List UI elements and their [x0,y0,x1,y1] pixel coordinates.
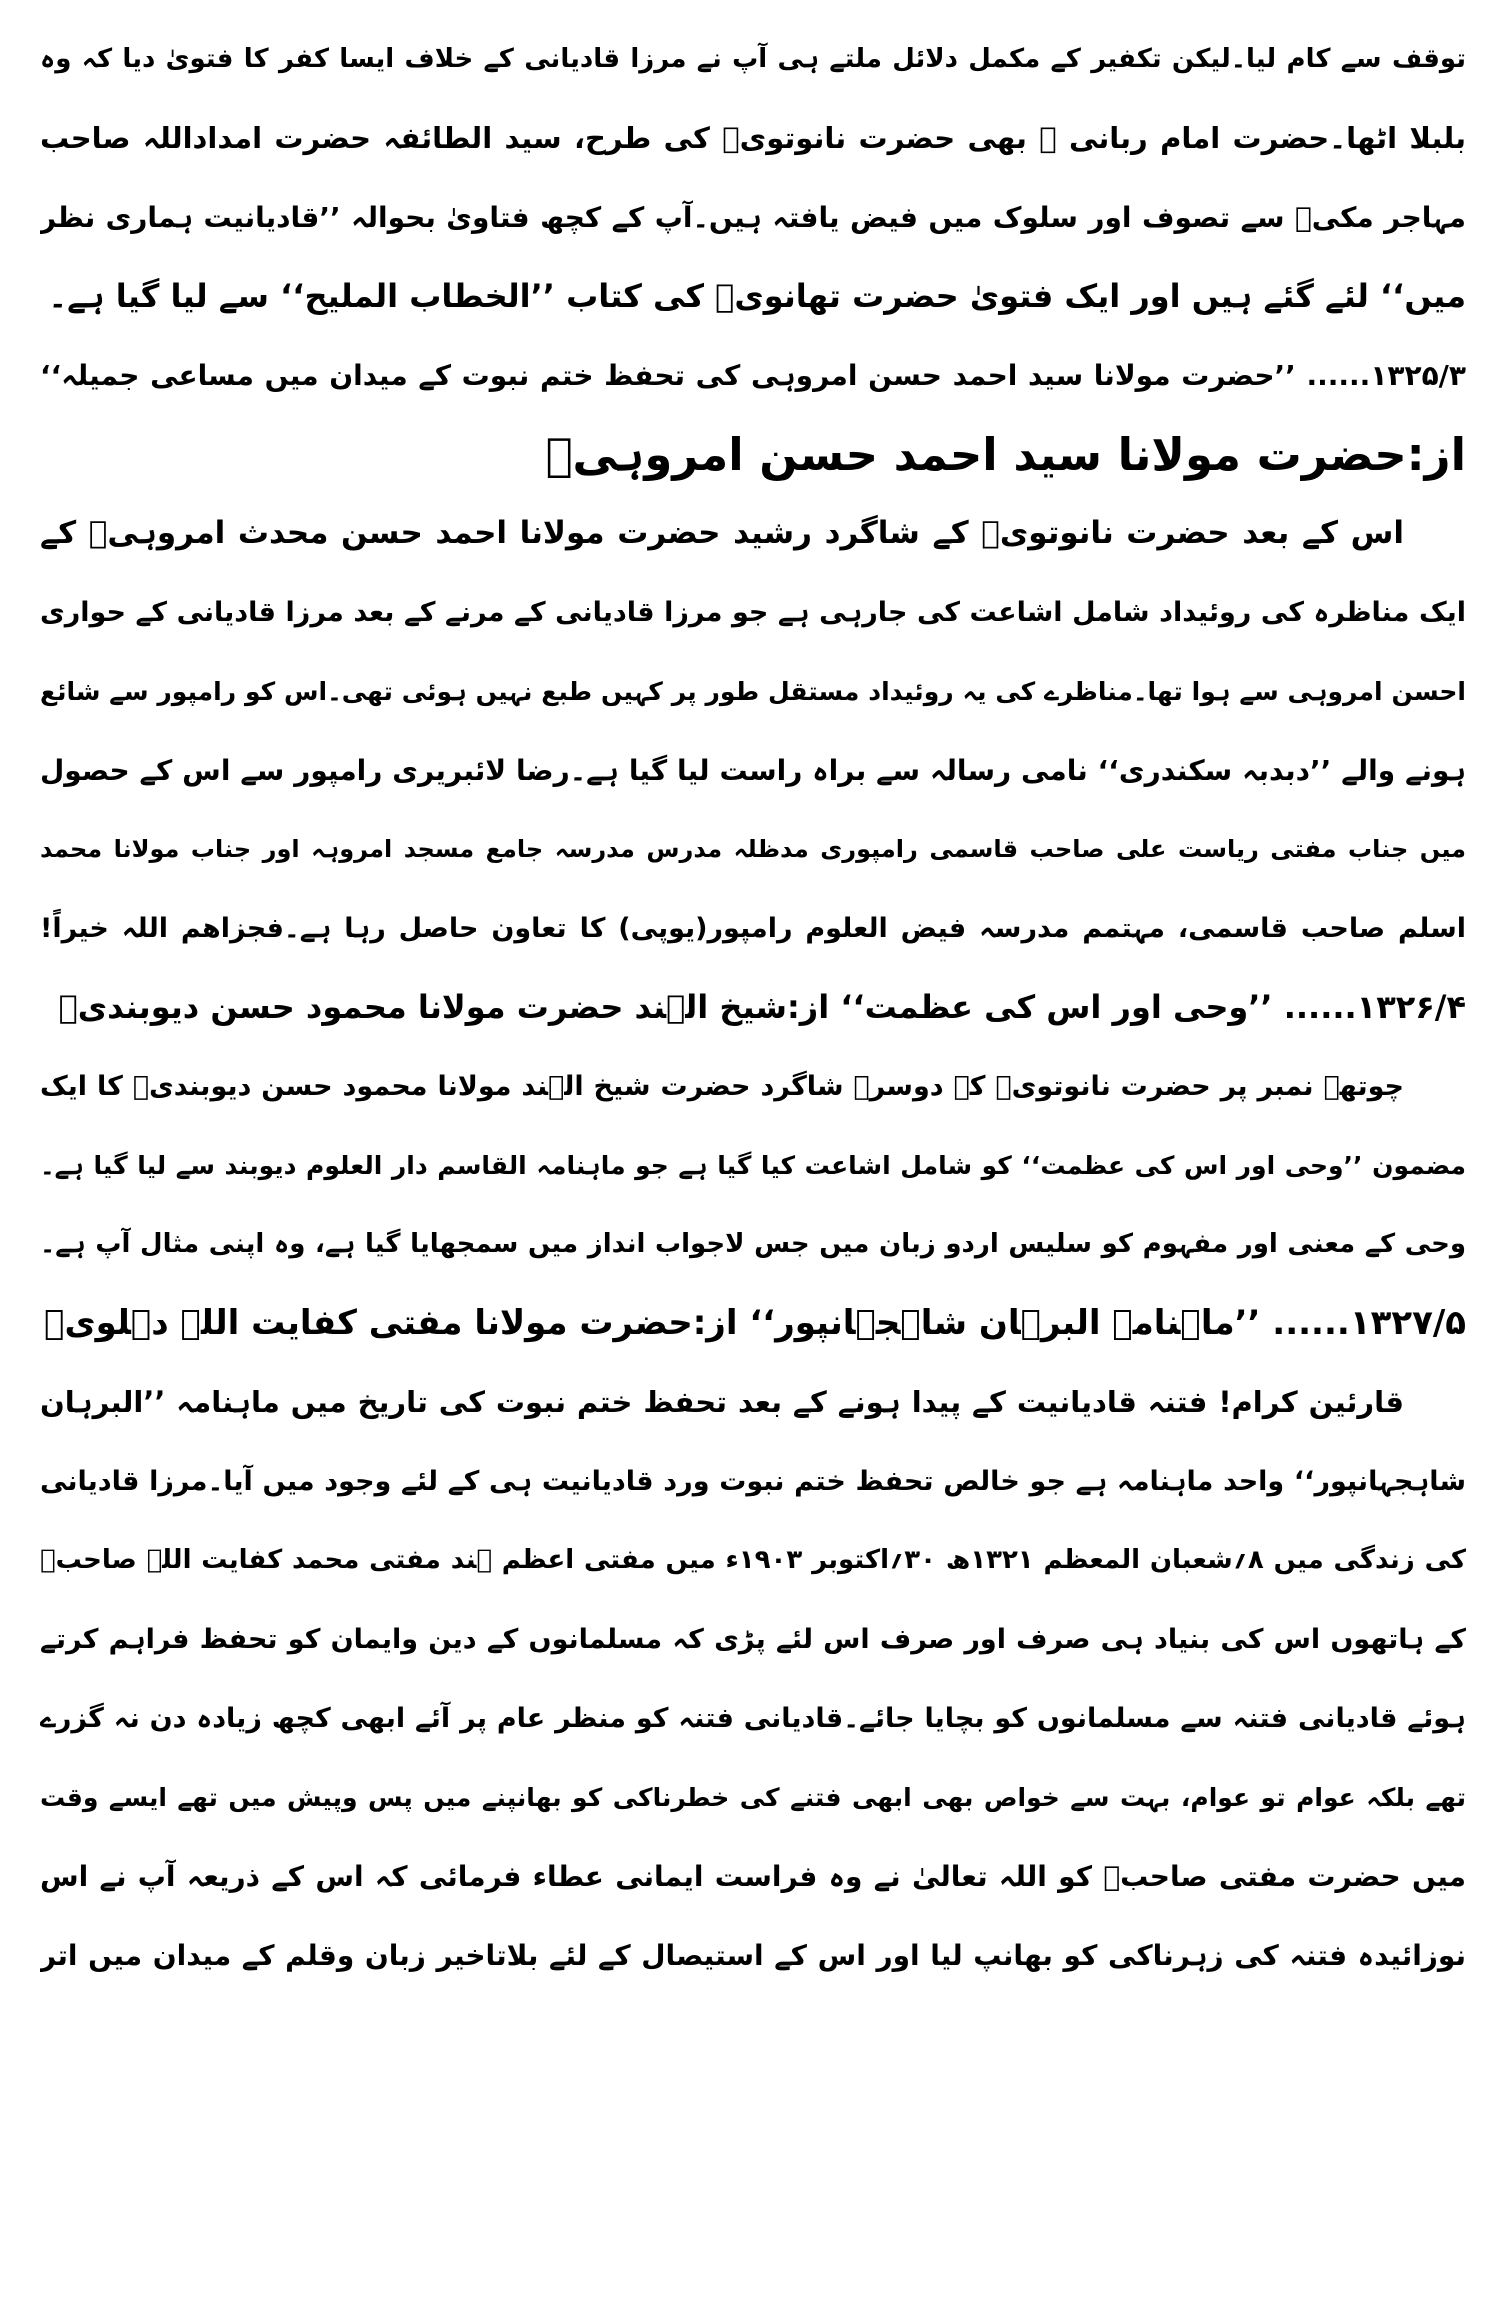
paragraph-line-11: شاہجہانپور‘‘ واحد ماہنامہ ہے جو خالص تحفظ ختم نبوت ورد قادیانیت ہی کے لئے وجود میں آیا۔مرزا قادیانی [40,1466,1466,1497]
text-line-3: مہاجر مکیؒ سے تصوف اور سلوک میں فیض یافتہ ہیں۔آپ کے کچھ فتاویٰ بحوالہ ’’قادیانیت ہماری نظر [40,201,1466,234]
section-heading-1326: ۱۳۲۶/۴...... ’’وحی اور اس کی عظمت‘‘ از:شیخ الہند حضرت مولانا محمود حسن دیوبندیؒ [58,988,1466,1026]
paragraph-line-2: ایک مناظرہ کی روئیداد شامل اشاعت کی جارہی ہے جو مرزا قادیانی کے مرنے کے بعد مرزا قادیانی کے حواری [40,597,1466,628]
text-line-4: میں‘‘ لئے گئے ہیں اور ایک فتویٰ حضرت تھانویؒ کی کتاب ’’الخطاب الملیح‘‘ سے لیا گیا ہے۔ [48,277,1466,315]
section-heading-1325: ۱۳۲۵/۳...... ’’حضرت مولانا سید احمد حسن امروہی کی تحفظ ختم نبوت کے میدان میں مساعی جمیلہ‘‘ [40,359,1466,392]
paragraph-line-14: ہوئے قادیانی فتنہ سے مسلمانوں کو بچایا جائے۔قادیانی فتنہ کو منظر عام پر آئے ابھی کچھ زیادہ دن نہ گزرے [40,1703,1466,1734]
paragraph-line-6: اسلم صاحب قاسمی، مہتمم مدرسہ فیض العلوم رامپور(یوپی) کا تعاون حاصل رہا ہے۔فجزاھم اللہ خیراً! [40,913,1466,944]
author-line-1325: از:حضرت مولانا سید احمد حسن امروہیؒ [545,428,1466,481]
text-line-2: بلبلا اٹھا۔حضرت امام ربانی ؒ بھی حضرت نانوتویؒ کی طرح، سید الطائفہ حضرت امداداللہ صاحب [40,121,1466,155]
section-heading-1327: ۱۳۲۷/۵...... ’’ماہنامہ البرہان شاہجہانپور‘‘ از:حضرت مولانا مفتی کفایت اللہ دہلویؒ [44,1303,1466,1343]
paragraph-line-12: کی زندگی میں ۸؍شعبان المعظم ۱۳۲۱ھ ۳۰؍اکتوبر ۱۹۰۳ء میں مفتی اعظم ہند مفتی محمد کفایت اللہ صاحبؒ [40,1545,1466,1575]
paragraph-line-8: مضمون ’’وحی اور اس کی عظمت‘‘ کو شامل اشاعت کیا گیا ہے جو ماہنامہ القاسم دار العلوم دیوبند سے لیا گیا ہے۔ [40,1151,1466,1180]
paragraph-line-17: نوزائیدہ فتنہ کی زہرناکی کو بھانپ لیا اور اس کے استیصال کے لئے بلاتاخیر زبان وقلم کے میدان میں اتر [40,1939,1466,1972]
text-line-1: توقف سے کام لیا۔لیکن تکفیر کے مکمل دلائل ملتے ہی آپ نے مرزا قادیانی کے خلاف ایسا کفر کا فتویٰ دیا کہ وہ [40,44,1466,74]
paragraph-line-15: تھے بلکہ عوام تو عوام، بہت سے خواص بھی ابھی فتنے کی خطرناکی کو بھانپنے میں پس وپیش میں تھے ایسے وقت [40,1783,1466,1812]
paragraph-line-1: اس کے بعد حضرت نانوتویؒ کے شاگرد رشید حضرت مولانا احمد حسن محدث امروہیؒ کے [40,515,1404,551]
paragraph-line-5: میں جناب مفتی ریاست علی صاحب قاسمی رامپوری مدظلہ مدرس مدرسہ جامع مسجد امروہہ اور جناب مولانا محمد [40,835,1466,863]
paragraph-line-3: احسن امروہی سے ہوا تھا۔مناظرے کی یہ روئیداد مستقل طور پر کہیں طبع نہیں ہوئی تھی۔اس کو رامپور سے شائع [40,677,1466,706]
paragraph-line-13: کے ہاتھوں اس کی بنیاد ہی صرف اور صرف اس لئے پڑی کہ مسلمانوں کے دین وایمان کو تحفظ فراہم کرتے [40,1624,1466,1655]
paragraph-line-7: چوتھے نمبر پر حضرت نانوتویؒ کے دوسرے شاگرد حضرت شیخ الہند مولانا محمود حسن دیوبندیؒ کا ایک [40,1071,1404,1102]
paragraph-line-9: وحی کے معنی اور مفہوم کو سلیس اردو زبان میں جس لاجواب انداز میں سمجھایا گیا ہے، وہ اپنی مثال آپ ہے۔ [40,1229,1466,1259]
paragraph-line-10: قارئین کرام! فتنہ قادیانیت کے پیدا ہونے کے بعد تحفظ ختم نبوت کی تاریخ میں ماہنامہ ’’البرہان [40,1385,1404,1419]
paragraph-line-4: ہونے والے ’’دبدبہ سکندری‘‘ نامی رسالہ سے براہ راست لیا گیا ہے۔رضا لائبریری رامپور سے اس کے حصول [40,754,1466,787]
paragraph-line-16: میں حضرت مفتی صاحبؒ کو اللہ تعالیٰ نے وہ فراست ایمانی عطاء فرمائی کہ اس کے ذریعہ آپ نے اس [40,1860,1466,1893]
